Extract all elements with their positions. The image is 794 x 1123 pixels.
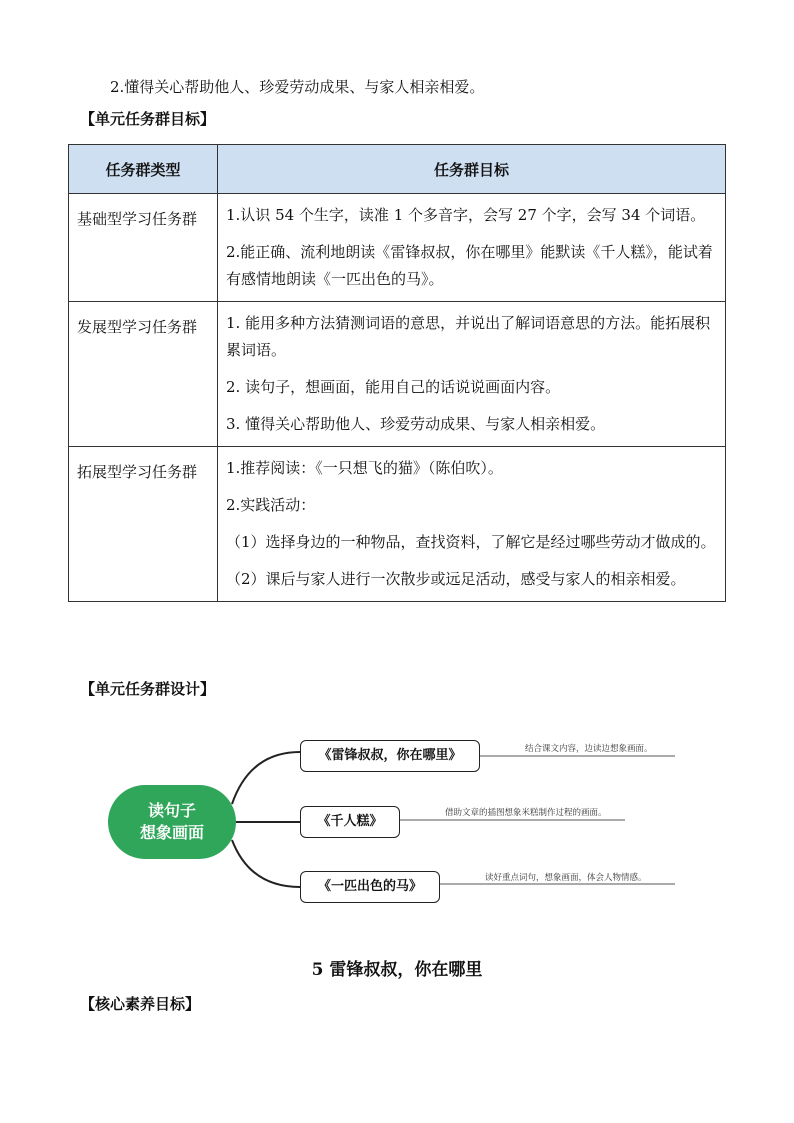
branch-node: 《千人糕》 xyxy=(300,806,400,838)
table-row xyxy=(69,194,726,302)
branch-note: 读好重点词句，想象画面，体会人物情感。 xyxy=(485,873,647,883)
goal-item: 1.推荐阅读：《一只想飞的猫》（陈伯吹）。 xyxy=(226,459,503,477)
connector-line xyxy=(232,840,300,887)
mind-map xyxy=(100,730,700,910)
table-row xyxy=(69,302,726,447)
row-goals xyxy=(218,447,726,602)
task-group-table xyxy=(68,144,726,602)
header-goal: 任务群目标 xyxy=(218,145,726,194)
center-line-1: 读句子 xyxy=(147,801,196,820)
branch-node: 《一匹出色的马》 xyxy=(300,871,440,903)
goal-item: （2）课后与家人进行一次散步或远足活动，感受与家人的相亲相爱。 xyxy=(226,570,686,588)
table-header-row xyxy=(69,145,726,194)
branch-note: 借助文章的插图想象米糕制作过程的画面。 xyxy=(445,808,607,818)
goal-item: 1.认识 54 个生字，读准 1 个多音字，会写 27 个字，会写 34 个词语。 xyxy=(226,206,706,224)
goal-item: 2.实践活动： xyxy=(226,496,316,514)
section-design-heading: 【单元任务群设计】 xyxy=(80,680,216,698)
goal-item: 3. 懂得关心帮助他人、珍爱劳动成果、与家人相亲相爱。 xyxy=(226,415,606,433)
row-type: 发展型学习任务群 xyxy=(69,302,218,447)
section-goals-heading: 【单元任务群目标】 xyxy=(80,110,216,128)
table-row xyxy=(69,447,726,602)
goal-item: 2.能正确、流利地朗读《雷锋叔叔，你在哪里》能默读《千人糕》，能试着有感情地朗读《一匹出色的马》。 xyxy=(226,243,713,288)
section-core-heading: 【核心素养目标】 xyxy=(80,995,201,1013)
row-goals xyxy=(218,302,726,447)
row-goals xyxy=(218,194,726,302)
goal-item: 1. 能用多种方法猜测词语的意思，并说出了解词语意思的方法。能拓展积累词语。 xyxy=(226,314,711,359)
goal-item: 2. 读句子，想画面，能用自己的话说说画面内容。 xyxy=(226,378,561,396)
branch-note: 结合课文内容，边读边想象画面。 xyxy=(525,744,653,754)
goal-item: （1）选择身边的一种物品，查找资料，了解它是经过哪些劳动才做成的。 xyxy=(226,533,716,551)
lesson-title: 5 雷锋叔叔，你在哪里 xyxy=(311,960,483,980)
mind-map-center xyxy=(108,785,236,859)
header-type: 任务群类型 xyxy=(69,145,218,194)
row-type: 拓展型学习任务群 xyxy=(69,447,218,602)
connector-line xyxy=(232,752,300,804)
row-type: 基础型学习任务群 xyxy=(69,194,218,302)
intro-line: 2.懂得关心帮助他人、珍爱劳动成果、与家人相亲相爱。 xyxy=(110,78,485,96)
branch-node: 《雷锋叔叔，你在哪里》 xyxy=(300,740,480,772)
center-line-2: 想象画面 xyxy=(139,823,204,842)
